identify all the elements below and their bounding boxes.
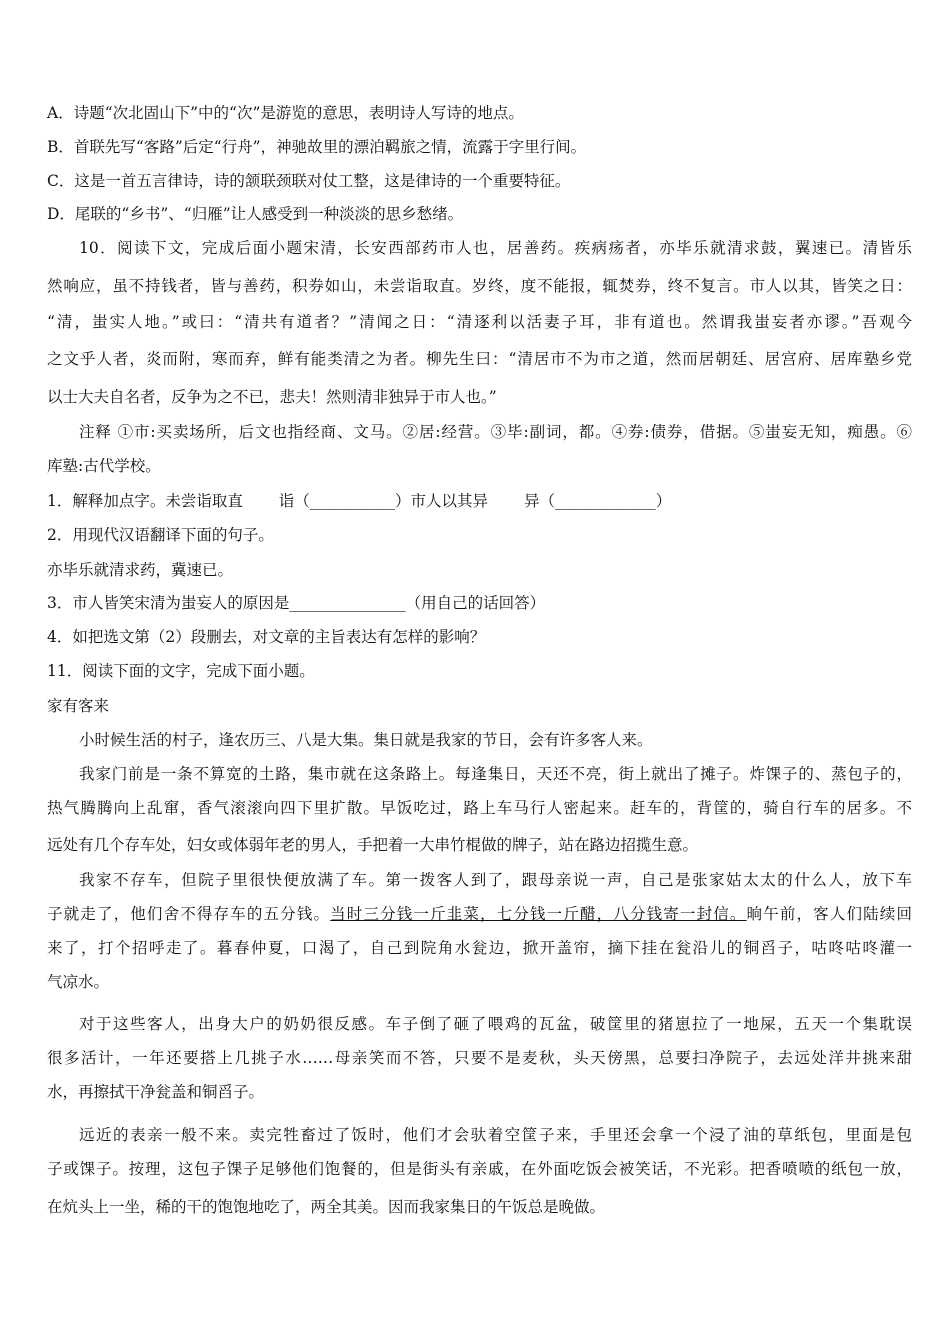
paragraph-line: 我家门前是一条不算宽的土路，集市就在这条路上。每逢集日，天还不亮，街上就出了摊子。炸馃子的、蒸包子的， (79, 765, 912, 783)
text-segment: 晌午前，客人们陆续回 (746, 905, 912, 923)
paragraph-line: 远处有几个存车处，妇女或体弱年老的男人，手把着一大串竹棍做的牌子，站在路边招揽生意。 (47, 836, 699, 854)
paragraph-line: 对于这些客人，出身大户的奶奶很反感。车子倒了砸了喂鸡的瓦盆，破筐里的猪崽拉了一地屎，五天一个集耽误 (79, 1015, 912, 1033)
paragraph-line: 热气腾腾向上乱窜，香气滚滚向四下里扩散。早饭吃过，路上车马行人密起来。赶车的，背筐的，骑自行车的居多。不 (47, 799, 912, 817)
question-4: 4．如把选文第（2）段删去，对文章的主旨表达有怎样的影响？ (47, 628, 486, 646)
passage-line: 10．阅读下文，完成后面小题宋清，长安西部药市人也，居善药。疾病疡者，亦毕乐就清求鼓，翼速已。清皆乐 (79, 239, 912, 257)
passage-line: 之文乎人者，炎而附，寒而弃，鲜有能类清之为者。柳先生曰：“清居市不为市之道，然而居朝廷、居宫府、居库塾乡党 (47, 350, 912, 368)
option-b: B．首联先写“客路”后定“行舟”，神驰故里的漂泊羁旅之情，流露于字里行间。 (47, 138, 587, 156)
paragraph-line: 很多活计，一年还要搭上几挑子水……母亲笑而不答，只要不是麦秋，头天傍黑，总要扫净院子，去远处洋井挑来甜 (47, 1049, 912, 1067)
notes-line: 库塾:古代学校。 (47, 457, 161, 475)
notes-line: 注释 ①市:买卖场所，后文也指经商、文马。②居:经营。③毕:副词，都。④券:债券，借据。⑤蚩妄无知，痴愚。⑥ (79, 423, 912, 441)
passage-line: 然响应，虽不持钱者，皆与善药，积券如山，未尝诣取直。岁终，度不能报，辄焚券，终不复言。市人以其，皆笑之日： (47, 277, 912, 295)
paragraph-line (47, 903, 912, 925)
paragraph-line: 在炕头上一坐，稀的干的饱饱地吃了，两全其美。因而我家集日的午饭总是晚做。 (47, 1198, 606, 1216)
question-3: 3．市人皆笑宋清为蚩妄人的原因是_______________（用自己的话回答） (47, 594, 546, 612)
question-1: 1．解释加点字。未尝诣取直 诣（___________）市人以其异 异（_____________） (47, 492, 672, 510)
underlined-sentence: 当时三分钱一斤韭菜，七分钱一斤醋，八分钱寄一封信。 (330, 905, 747, 923)
question-2: 2．用现代汉语翻译下面的句子。 (47, 526, 274, 544)
question-2-sentence: 亦毕乐就清求药，冀速已。 (47, 561, 234, 579)
paragraph-line: 水，再擦拭干净瓮盖和铜舀子。 (47, 1083, 265, 1101)
option-c: C．这是一首五言律诗，诗的颔联颈联对仗工整，这是律诗的一个重要特征。 (47, 172, 571, 190)
paragraph-line: 子或馃子。按理，这包子馃子足够他们饱餐的，但是街头有亲戚，在外面吃饭会被笑话，不光彩。把香喷喷的纸包一放， (47, 1160, 912, 1178)
question-11-intro: 11．阅读下面的文字，完成下面小题。 (47, 662, 315, 680)
option-d: D．尾联的“乡书”、“归雁”让人感受到一种淡淡的思乡愁绪。 (47, 205, 464, 223)
option-a: A．诗题“次北固山下”中的“次”是游览的意思，表明诗人写诗的地点。 (47, 104, 524, 122)
paragraph-line: 远近的表亲一般不来。卖完牲畜过了饭时，他们才会驮着空筐子来，手里还会拿一个浸了油的草纸包，里面是包 (79, 1126, 912, 1144)
paragraph-line: 我家不存车，但院子里很快便放满了车。第一拨客人到了，跟母亲说一声，自己是张家姑太太的什么人，放下车 (79, 871, 912, 889)
article-title: 家有客来 (47, 697, 110, 715)
paragraph-line: 小时候生活的村子，逢农历三、八是大集。集日就是我家的节日，会有许多客人来。 (79, 731, 653, 749)
paragraph-line: 气凉水。 (47, 973, 110, 991)
passage-line: “清，蚩实人地。”或曰：“清共有道者？”清闻之日：“清逐利以活妻子耳，非有道也。然谓我蚩妄者亦谬。”吾观今 (47, 313, 912, 331)
paragraph-line: 来了，打个招呼走了。暮春仲夏，口渴了，自己到院角水瓮边，掀开盖帘，摘下挂在瓮沿儿的铜舀子，咕咚咕咚灌一 (47, 939, 912, 957)
text-segment: 子就走了，他们舍不得存车的五分钱。 (47, 905, 331, 923)
passage-line: 以士大夫自名者，反争为之不已，悲夫！然则清非独异于市人也。” (47, 388, 497, 406)
